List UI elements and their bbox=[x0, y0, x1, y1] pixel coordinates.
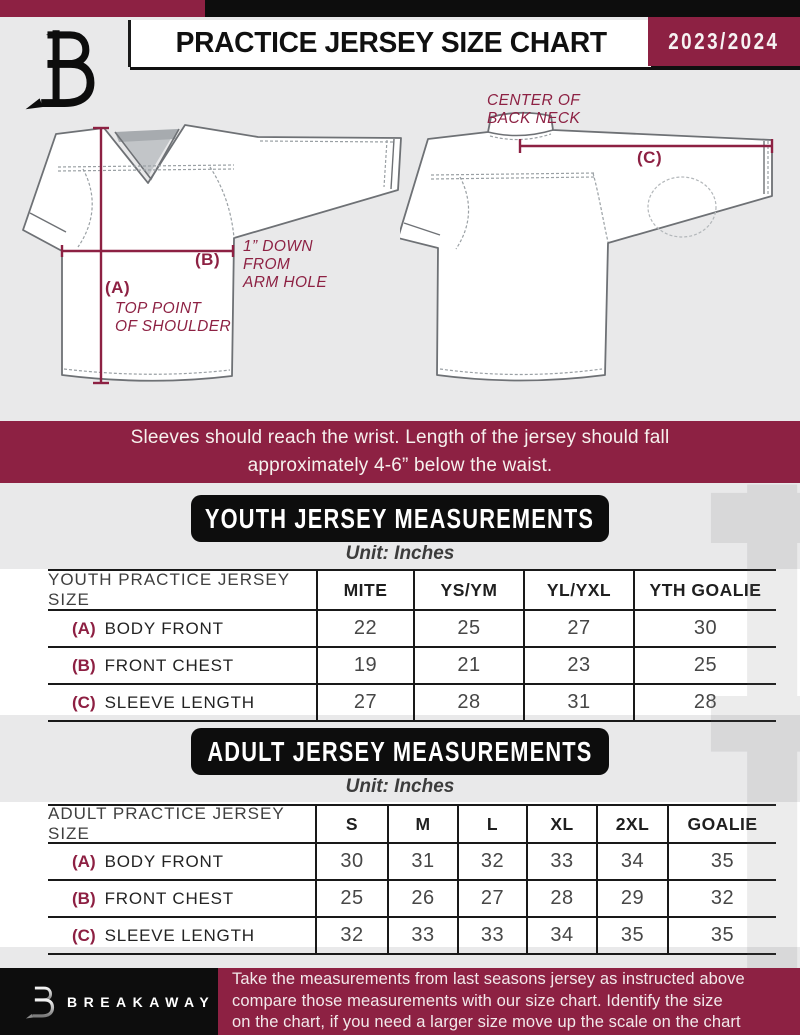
adult-row-c-label bbox=[48, 918, 315, 953]
front-a-label: (A) bbox=[105, 278, 131, 297]
jersey-back-diagram bbox=[400, 95, 785, 395]
measure-label: FRONT CHEST bbox=[104, 888, 234, 908]
footer-brand-panel bbox=[0, 968, 218, 1035]
adult-a-l: 32 bbox=[457, 844, 526, 879]
adult-col-header-m: M bbox=[387, 806, 457, 842]
measure-label: BODY FRONT bbox=[104, 851, 224, 871]
measure-key-b: (B) bbox=[72, 888, 96, 908]
instruction-banner bbox=[0, 421, 800, 483]
youth-size-table bbox=[48, 569, 776, 722]
front-b-caption-line3: ARM HOLE bbox=[243, 274, 328, 291]
banner-line1: Sleeves should reach the wrist. Length of the jersey should fall bbox=[130, 427, 670, 448]
table-row bbox=[48, 916, 776, 955]
youth-col-header-goalie: YTH GOALIE bbox=[633, 571, 776, 609]
adult-col-header-xl: XL bbox=[526, 806, 596, 842]
table-row bbox=[48, 842, 776, 879]
measure-key-c: (C) bbox=[72, 925, 96, 945]
youth-a-mite: 22 bbox=[316, 611, 413, 646]
youth-header-row bbox=[48, 569, 776, 609]
page-title-box bbox=[128, 20, 651, 67]
top-strip-black bbox=[205, 0, 800, 17]
adult-b-2xl: 29 bbox=[596, 881, 667, 916]
front-a-caption-line2: OF SHOULDER bbox=[115, 318, 232, 335]
front-a-caption bbox=[115, 300, 231, 336]
youth-b-goalie: 25 bbox=[633, 648, 776, 683]
measure-label: SLEEVE LENGTH bbox=[104, 692, 255, 712]
adult-a-m: 31 bbox=[387, 844, 457, 879]
youth-a-ysym: 25 bbox=[413, 611, 523, 646]
youth-row-c-label bbox=[48, 685, 316, 720]
footer-brand-name: BREAKAWAY bbox=[67, 993, 216, 1010]
measure-label: SLEEVE LENGTH bbox=[104, 925, 255, 945]
adult-section-title: ADULT JERSEY MEASUREMENTS bbox=[207, 735, 593, 767]
front-b-label: (B) bbox=[195, 250, 221, 269]
footer-line2: compare those measurements with our size chart. Identify the size bbox=[232, 991, 723, 1010]
adult-size-table bbox=[48, 804, 776, 955]
front-b-caption-line1: 1” DOWN bbox=[243, 238, 313, 255]
adult-col-header-goalie: GOALIE bbox=[667, 806, 776, 842]
measure-key-a: (A) bbox=[72, 618, 96, 638]
top-strip-maroon bbox=[0, 0, 205, 17]
youth-col-header-ylyxl: YL/YXL bbox=[523, 571, 633, 609]
front-a-caption-line1: TOP POINT bbox=[115, 300, 202, 317]
banner-line2: approximately 4-6” below the waist. bbox=[247, 455, 553, 476]
table-row bbox=[48, 609, 776, 646]
youth-col-header-mite: MITE bbox=[316, 571, 413, 609]
adult-c-goalie: 35 bbox=[667, 918, 776, 953]
youth-b-ysym: 21 bbox=[413, 648, 523, 683]
back-neck-caption-line1: CENTER OF bbox=[487, 92, 581, 109]
footer-line1: Take the measurements from last seasons jersey as instructed above bbox=[232, 970, 745, 989]
adult-header-row bbox=[48, 804, 776, 842]
front-b-caption-line2: FROM bbox=[243, 256, 291, 273]
youth-b-ylyxl: 23 bbox=[523, 648, 633, 683]
measure-key-a: (A) bbox=[72, 851, 96, 871]
table-row bbox=[48, 683, 776, 722]
adult-b-m: 26 bbox=[387, 881, 457, 916]
adult-col-header-l: L bbox=[457, 806, 526, 842]
front-b-caption bbox=[243, 238, 327, 292]
youth-col-header-ysym: YS/YM bbox=[413, 571, 523, 609]
adult-row-b-label bbox=[48, 881, 315, 916]
adult-b-xl: 28 bbox=[526, 881, 596, 916]
youth-c-ysym: 28 bbox=[413, 685, 523, 720]
adult-c-xl: 34 bbox=[526, 918, 596, 953]
table-row bbox=[48, 879, 776, 916]
adult-row-a-label bbox=[48, 844, 315, 879]
youth-section-title: YOUTH JERSEY MEASUREMENTS bbox=[205, 502, 595, 534]
youth-row-b-label bbox=[48, 648, 316, 683]
youth-c-goalie: 28 bbox=[633, 685, 776, 720]
adult-b-l: 27 bbox=[457, 881, 526, 916]
measure-label: BODY FRONT bbox=[104, 618, 224, 638]
page-title: PRACTICE JERSEY SIZE CHART bbox=[175, 27, 607, 59]
adult-a-xl: 33 bbox=[526, 844, 596, 879]
adult-c-s: 32 bbox=[315, 918, 387, 953]
adult-col-header-s: S bbox=[315, 806, 387, 842]
youth-unit-label: Unit: Inches bbox=[345, 543, 455, 564]
youth-col-header-size: YOUTH PRACTICE JERSEY SIZE bbox=[48, 571, 290, 609]
measure-key-c: (C) bbox=[72, 692, 96, 712]
youth-c-ylyxl: 31 bbox=[523, 685, 633, 720]
adult-col-header-2xl: 2XL bbox=[596, 806, 667, 842]
footer-instructions bbox=[218, 968, 800, 1035]
footer-line3: on the chart, if you need a larger size move up the scale on the chart bbox=[232, 1013, 741, 1032]
adult-b-s: 25 bbox=[315, 881, 387, 916]
youth-b-mite: 19 bbox=[316, 648, 413, 683]
adult-section-title-box bbox=[191, 728, 609, 775]
measure-key-b: (B) bbox=[72, 655, 96, 675]
breakaway-logo-icon bbox=[24, 983, 56, 1021]
adult-a-2xl: 34 bbox=[596, 844, 667, 879]
jersey-front-diagram bbox=[20, 95, 410, 395]
season-badge bbox=[648, 17, 800, 66]
adult-col-header-size: ADULT PRACTICE JERSEY SIZE bbox=[48, 806, 285, 842]
adult-unit-label: Unit: Inches bbox=[345, 776, 455, 797]
adult-b-goalie: 32 bbox=[667, 881, 776, 916]
youth-a-ylyxl: 27 bbox=[523, 611, 633, 646]
youth-section-title-box bbox=[191, 495, 609, 542]
adult-c-m: 33 bbox=[387, 918, 457, 953]
season-label: 2023/2024 bbox=[668, 28, 780, 54]
breakaway-logo-icon bbox=[20, 24, 100, 114]
adult-a-goalie: 35 bbox=[667, 844, 776, 879]
back-neck-caption-line2: BACK NECK bbox=[487, 110, 581, 127]
adult-c-2xl: 35 bbox=[596, 918, 667, 953]
adult-a-s: 30 bbox=[315, 844, 387, 879]
table-row bbox=[48, 646, 776, 683]
adult-c-l: 33 bbox=[457, 918, 526, 953]
youth-row-a-label bbox=[48, 611, 316, 646]
youth-c-mite: 27 bbox=[316, 685, 413, 720]
back-neck-caption bbox=[487, 92, 580, 128]
footer-brand bbox=[0, 983, 215, 1021]
back-c-label: (C) bbox=[637, 148, 663, 167]
measure-label: FRONT CHEST bbox=[104, 655, 234, 675]
youth-a-goalie: 30 bbox=[633, 611, 776, 646]
